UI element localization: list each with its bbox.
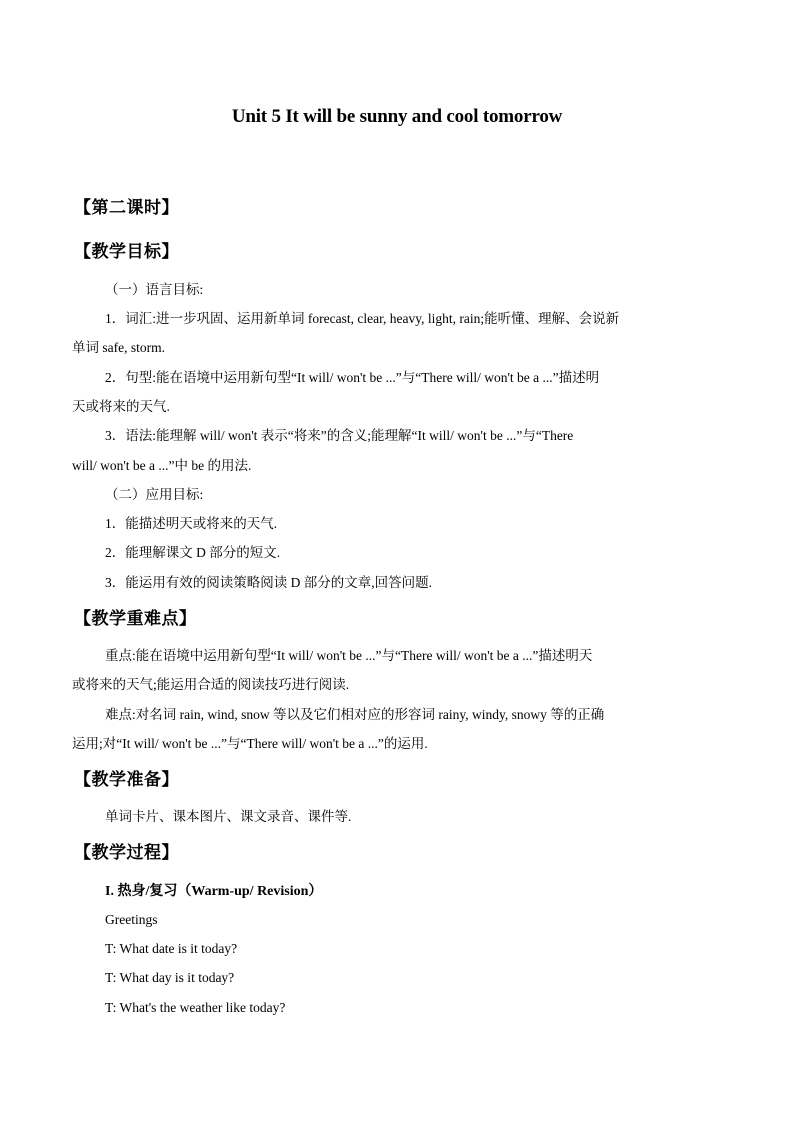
sentence-line-2: 天或将来的天气.	[72, 399, 170, 414]
question-date: T: What date is it today?	[105, 941, 238, 956]
language-goal-label: （一）语言目标:	[105, 282, 204, 297]
lesson-label: 【第二课时】	[74, 198, 179, 218]
vocab-line-2: 单词 safe, storm.	[72, 340, 165, 355]
document-title: Unit 5 It will be sunny and cool tomorrow	[231, 106, 563, 127]
process-heading: 【教学过程】	[74, 843, 179, 863]
vocab-line-1: 1．词汇:进一步巩固、运用新单词 forecast, clear, heavy, light, rain;能听懂、理解、会说新	[105, 311, 620, 326]
preparation-heading: 【教学准备】	[74, 770, 179, 790]
focus-line-2: 或将来的天气;能运用合适的阅读技巧进行阅读.	[72, 677, 350, 692]
application-goal-label: （二）应用目标:	[105, 487, 204, 502]
key-points-heading: 【教学重难点】	[74, 609, 197, 629]
question-weather: T: What's the weather like today?	[105, 1000, 286, 1015]
question-day: T: What day is it today?	[105, 970, 235, 985]
objectives-heading: 【教学目标】	[74, 242, 179, 262]
application-item-1: 1．能描述明天或将来的天气.	[105, 516, 278, 531]
sentence-line-1: 2．句型:能在语境中运用新句型“It will/ won't be ...”与“There will/ won't be a ...”描述明	[105, 370, 600, 385]
difficulty-line-2: 运用;对“It will/ won't be ...”与“There will/ won't be a ...”的运用.	[72, 736, 428, 751]
preparation-text: 单词卡片、课本图片、课文录音、课件等.	[105, 809, 352, 824]
grammar-line-2: will/ won't be a ...”中 be 的用法.	[72, 458, 252, 473]
greetings-text: Greetings	[105, 912, 158, 927]
difficulty-line-1: 难点:对名词 rain, wind, snow 等以及它们相对应的形容词 rainy, windy, snowy 等的正确	[105, 707, 605, 722]
step1-title: I. 热身/复习（Warm-up/ Revision）	[105, 884, 323, 899]
grammar-line-1: 3．语法:能理解 will/ won't 表示“将来”的含义;能理解“It will/ won't be ...”与“There	[105, 428, 574, 443]
application-item-2: 2．能理解课文 D 部分的短文.	[105, 545, 281, 560]
focus-line-1: 重点:能在语境中运用新句型“It will/ won't be ...”与“There will/ won't be a ...”描述明天	[105, 648, 593, 663]
application-item-3: 3．能运用有效的阅读策略阅读 D 部分的文章,回答问题.	[105, 575, 432, 590]
